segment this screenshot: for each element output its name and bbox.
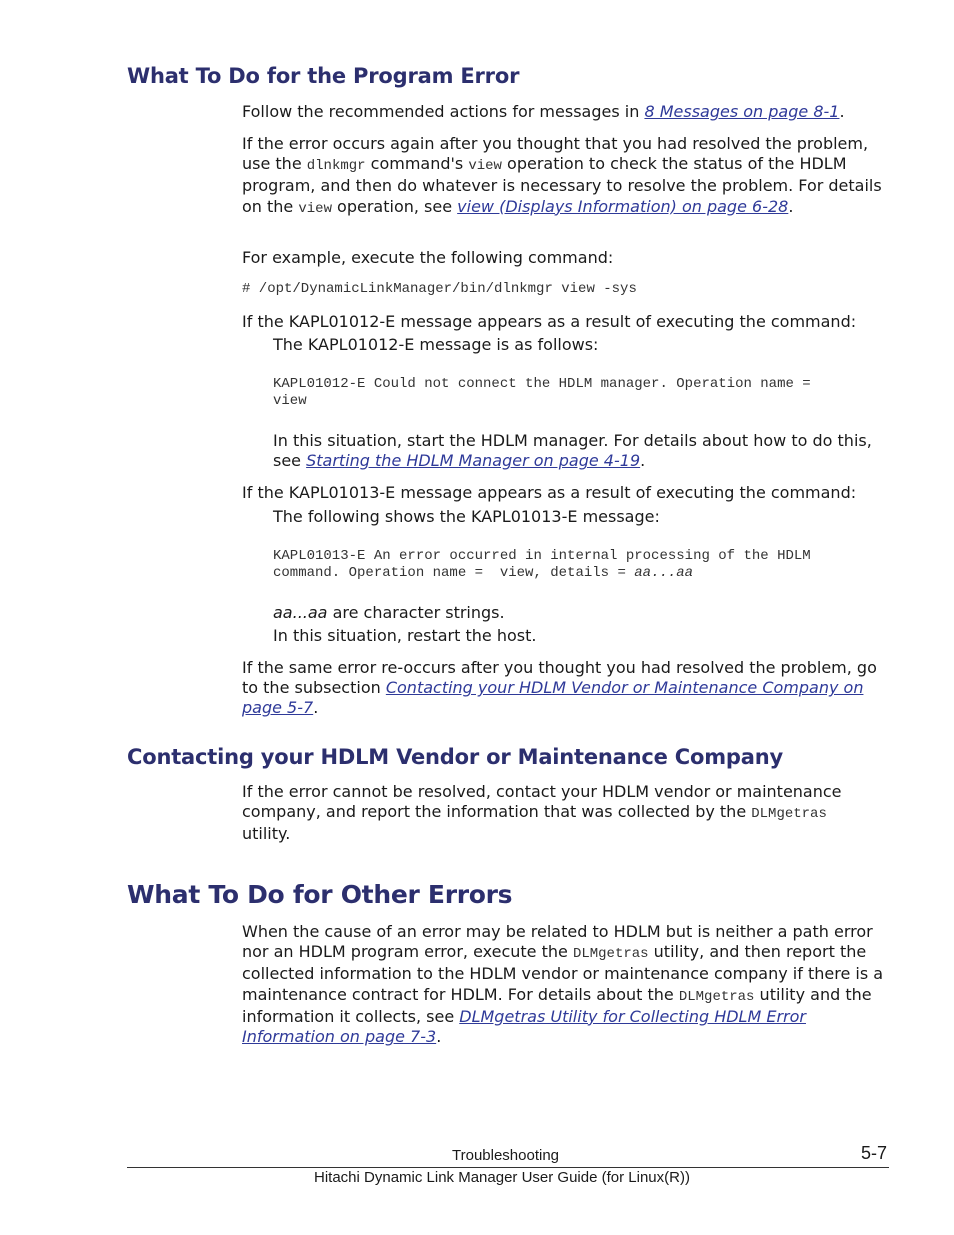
paragraph-same-error-reoccurs: If the same error re-occurs after you thought you had resolved the problem, go to the subsection Contacting your HDLM Vendor or Maintenance Company on page 5-7. [242,658,877,718]
case2-message-line2: command. Operation name = view, details = aa...aa [273,565,694,581]
section-heading-contacting-vendor: Contacting your HDLM Vendor or Maintenance Company [127,745,783,769]
link-starting-hdlm-manager[interactable]: Starting the HDLM Manager on page 4-19 [306,451,641,471]
link-8-messages[interactable]: 8 Messages on page 8-1 [644,102,840,121]
case1-label: The KAPL01012-E message is as follows: [273,335,599,354]
code-view: view [298,200,332,217]
paragraph-other-errors: When the cause of an error may be related to HDLM but is neither a path error nor an HDLM program error, execute the DLMgetras utility, and then report the collected information to the HDLM vendor or maintenance company if there is a maintenance contract for HDLM. For details about the DLMgetras utility and the information it collects, see DLMgetras Utility for Collecting HDLM Error Information on page 7-3. [242,922,884,1047]
case2-label: The following shows the KAPL01013-E message: [273,507,660,526]
code-dlmgetras: DLMgetras [751,806,827,823]
footer-page-number: 5-7 [861,1143,888,1163]
case1-message-line2: view [273,393,307,409]
paragraph-follow-recommended: Follow the recommended actions for messages in 8 Messages on page 8-1. [242,102,845,121]
paragraph-for-example: For example, execute the following command: [242,248,614,267]
code-dlmgetras: DLMgetras [572,946,649,963]
case2-message-line1: KAPL01013-E An error occurred in internal processing of the HDLM [273,548,811,564]
footer-book-title: Hitachi Dynamic Link Manager User Guide (for Linux(R)) [314,1169,690,1186]
link-view-displays-information[interactable]: view (Displays Information) on page 6-28 [457,196,789,216]
case1-intro: If the KAPL01012-E message appears as a result of executing the command: [242,312,857,331]
footer-divider [127,1167,889,1168]
case2-action: In this situation, restart the host. [273,626,537,645]
case1-action: In this situation, start the HDLM manager. For details about how to do this, see Starting the HDLM Manager on page 4-19. [273,431,872,471]
link-contacting-vendor[interactable]: Contacting your HDLM Vendor or Maintenance Company on page 5-7 [242,678,864,718]
footer-chapter: Troubleshooting [452,1147,560,1164]
paragraph-error-occurs-again: If the error occurs again after you thought that you had resolved the problem, use the dlnkmgr command's view operation to check the status of the HDLM program, and then do whatever is necessary to resolve the problem. For details on the view operation, see view (Displays Information) on page 6-28. [242,134,882,217]
case2-intro: If the KAPL01013-E message appears as a result of executing the command: [242,483,857,502]
case2-note: aa...aa are character strings. [273,603,505,622]
code-dlmgetras: DLMgetras [678,988,755,1005]
case1-message-line1: KAPL01012-E Could not connect the HDLM manager. Operation name = [273,376,811,392]
code-dlnkmgr: dlnkmgr [306,158,366,175]
command-example: # /opt/DynamicLinkManager/bin/dlnkmgr view -sys [242,281,637,297]
section-heading-program-error: What To Do for the Program Error [127,64,520,88]
paragraph-contact-vendor: If the error cannot be resolved, contact your HDLM vendor or maintenance company, and report the information that was collected by the DLMgetras utility. [242,782,842,844]
code-view: view [468,158,502,175]
link-dlmgetras-utility[interactable]: DLMgetras Utility for Collecting HDLM Error Information on page 7-3 [242,1006,806,1047]
section-heading-other-errors: What To Do for Other Errors [127,880,513,909]
